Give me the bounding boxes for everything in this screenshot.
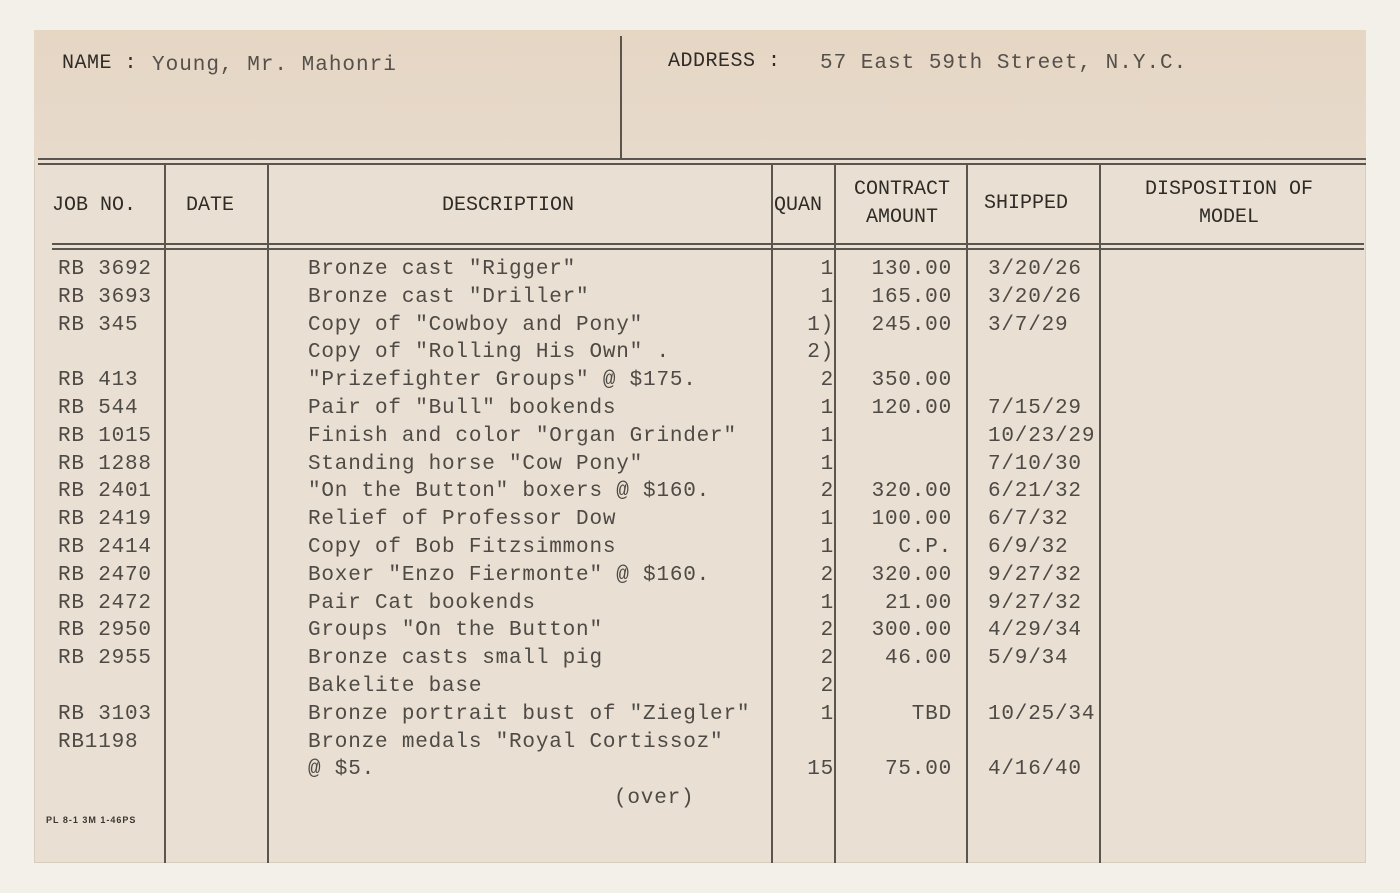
divider-job-date [164, 164, 166, 863]
contract-amount-cell: 245.00 [871, 313, 952, 337]
job-no-cell: RB 2472 [58, 591, 152, 615]
description-cell: Copy of "Rolling His Own" . [308, 341, 670, 365]
description-cell: Bronze medals "Royal Cortissoz" [308, 730, 724, 754]
quantity-cell: 1 [820, 536, 834, 559]
job-no-cell: RB 2950 [58, 619, 152, 643]
contract-amount-cell: 120.00 [871, 397, 952, 420]
divider-desc-quan [771, 164, 773, 863]
contract-amount-cell: C.P. [898, 536, 952, 559]
shipped-cell: 6/9/32 [988, 536, 1069, 559]
description-cell: Bronze cast "Driller" [308, 285, 590, 309]
quantity-cell: 1 [820, 397, 834, 420]
job-no-cell: RB 3692 [58, 258, 152, 281]
address-value: 57 East 59th Street, N.Y.C. [820, 52, 1188, 75]
description-cell: Copy of Bob Fitzsimmons [308, 536, 617, 559]
job-no-cell: RB 413 [58, 369, 139, 393]
job-no-cell: RB 3693 [58, 285, 152, 309]
description-cell: Bronze portrait bust of "Ziegler" [308, 702, 751, 726]
shipped-cell: 3/20/26 [988, 258, 1082, 281]
divider-date-desc [267, 164, 269, 863]
quantity-cell: 15 [807, 758, 834, 782]
shipped-cell: 9/27/32 [988, 591, 1082, 615]
shipped-cell: 4/16/40 [988, 758, 1082, 782]
quantity-cell: 1 [820, 258, 834, 281]
quantity-cell: 2 [820, 619, 834, 643]
header-rule-top [38, 158, 1366, 160]
description-cell: Copy of "Cowboy and Pony" [308, 313, 644, 337]
address-label: ADDRESS : [668, 50, 781, 73]
shipped-cell: 3/7/29 [988, 313, 1069, 337]
col-header-description: DESCRIPTION [442, 194, 575, 217]
description-cell: Pair Cat bookends [308, 591, 536, 615]
description-cell: Finish and color "Organ Grinder" [308, 424, 737, 448]
description-cell: Boxer "Enzo Fiermonte" @ $160. [308, 563, 711, 587]
quantity-cell: 1 [820, 285, 834, 309]
job-no-cell: RB 345 [58, 313, 139, 337]
description-cell: Pair of "Bull" bookends [308, 397, 617, 420]
description-cell: Bakelite base [308, 675, 483, 698]
job-no-cell: RB 2401 [58, 480, 152, 504]
job-no-cell: RB 544 [58, 397, 139, 420]
description-cell: "On the Button" boxers @ $160. [308, 480, 711, 504]
col-header-date: DATE [186, 194, 235, 217]
description-cell: Bronze casts small pig [308, 647, 603, 671]
contract-amount-cell: 350.00 [871, 369, 952, 393]
job-no-cell: RB 3103 [58, 702, 152, 726]
contract-amount-cell: 46.00 [884, 647, 952, 671]
quantity-cell: 2 [820, 480, 834, 504]
divider-quan-amount [834, 164, 836, 863]
quantity-cell: 2 [820, 369, 834, 393]
contract-amount-cell: 300.00 [871, 619, 952, 643]
shipped-cell: 10/23/29 [988, 424, 1096, 448]
quantity-cell: 1 [820, 591, 834, 615]
shipped-cell: 7/15/29 [988, 397, 1082, 420]
job-no-cell: RB 1288 [58, 452, 152, 476]
form-code: PL 8-1 3M 1-46PS [46, 815, 137, 825]
description-cell: Groups "On the Button" [308, 619, 603, 643]
shipped-cell: 6/21/32 [988, 480, 1082, 504]
job-no-cell: RB 2414 [58, 536, 152, 559]
shipped-cell: 6/7/32 [988, 508, 1069, 532]
quantity-cell: 1 [820, 424, 834, 448]
contract-amount-cell: 165.00 [871, 285, 952, 309]
job-no-cell: RB 2419 [58, 508, 152, 532]
description-cell: Relief of Professor Dow [308, 508, 617, 532]
job-no-cell: RB 2955 [58, 647, 152, 671]
contract-amount-cell: 21.00 [884, 591, 952, 615]
description-cell: @ $5. [308, 758, 376, 782]
shipped-cell: 7/10/30 [988, 452, 1082, 476]
contract-amount-cell: 75.00 [884, 758, 952, 782]
job-no-cell: RB 1015 [58, 424, 152, 448]
shipped-cell: 9/27/32 [988, 563, 1082, 587]
contract-amount-cell: 320.00 [871, 480, 952, 504]
description-cell: Bronze cast "Rigger" [308, 258, 577, 281]
quantity-cell: 1) [807, 313, 834, 337]
columns-rule-top [52, 243, 1364, 245]
col-header-quan: QUAN [774, 194, 823, 217]
contract-amount-cell: 320.00 [871, 563, 952, 587]
description-cell: Standing horse "Cow Pony" [308, 452, 644, 476]
divider-shipped-disposition [1099, 164, 1101, 863]
columns-rule-bottom [52, 248, 1364, 250]
quantity-cell: 2 [820, 647, 834, 671]
description-cell: "Prizefighter Groups" @ $175. [308, 369, 697, 393]
shipped-cell: 3/20/26 [988, 285, 1082, 309]
contract-amount-cell: TBD [911, 702, 952, 726]
name-label: NAME : [62, 52, 138, 75]
quantity-cell: 2) [807, 341, 834, 365]
quantity-cell: 1 [820, 452, 834, 476]
col-header-shipped: SHIPPED [984, 192, 1069, 215]
col-header-job-no: JOB NO. [52, 194, 137, 217]
name-value: Young, Mr. Mahonri [152, 54, 397, 77]
quantity-cell: 1 [820, 702, 834, 726]
shipped-cell: 4/29/34 [988, 619, 1082, 643]
shipped-cell: 10/25/34 [988, 702, 1096, 726]
quantity-cell: 2 [820, 563, 834, 587]
col-header-disposition: DISPOSITION OF MODEL [1144, 178, 1314, 229]
record-card [34, 30, 1366, 863]
divider-amount-shipped [966, 164, 968, 863]
over-note: (over) [614, 787, 695, 810]
header-rule-bottom [38, 163, 1366, 165]
header-divider [620, 36, 622, 158]
shipped-cell: 5/9/34 [988, 647, 1069, 671]
quantity-cell: 1 [820, 508, 834, 532]
quantity-cell: 2 [820, 675, 834, 698]
col-header-contract-amount: CONTRACT AMOUNT [853, 178, 950, 229]
job-no-cell: RB 2470 [58, 563, 152, 587]
contract-amount-cell: 100.00 [871, 508, 952, 532]
job-no-cell: RB1198 [58, 730, 139, 754]
contract-amount-cell: 130.00 [871, 258, 952, 281]
